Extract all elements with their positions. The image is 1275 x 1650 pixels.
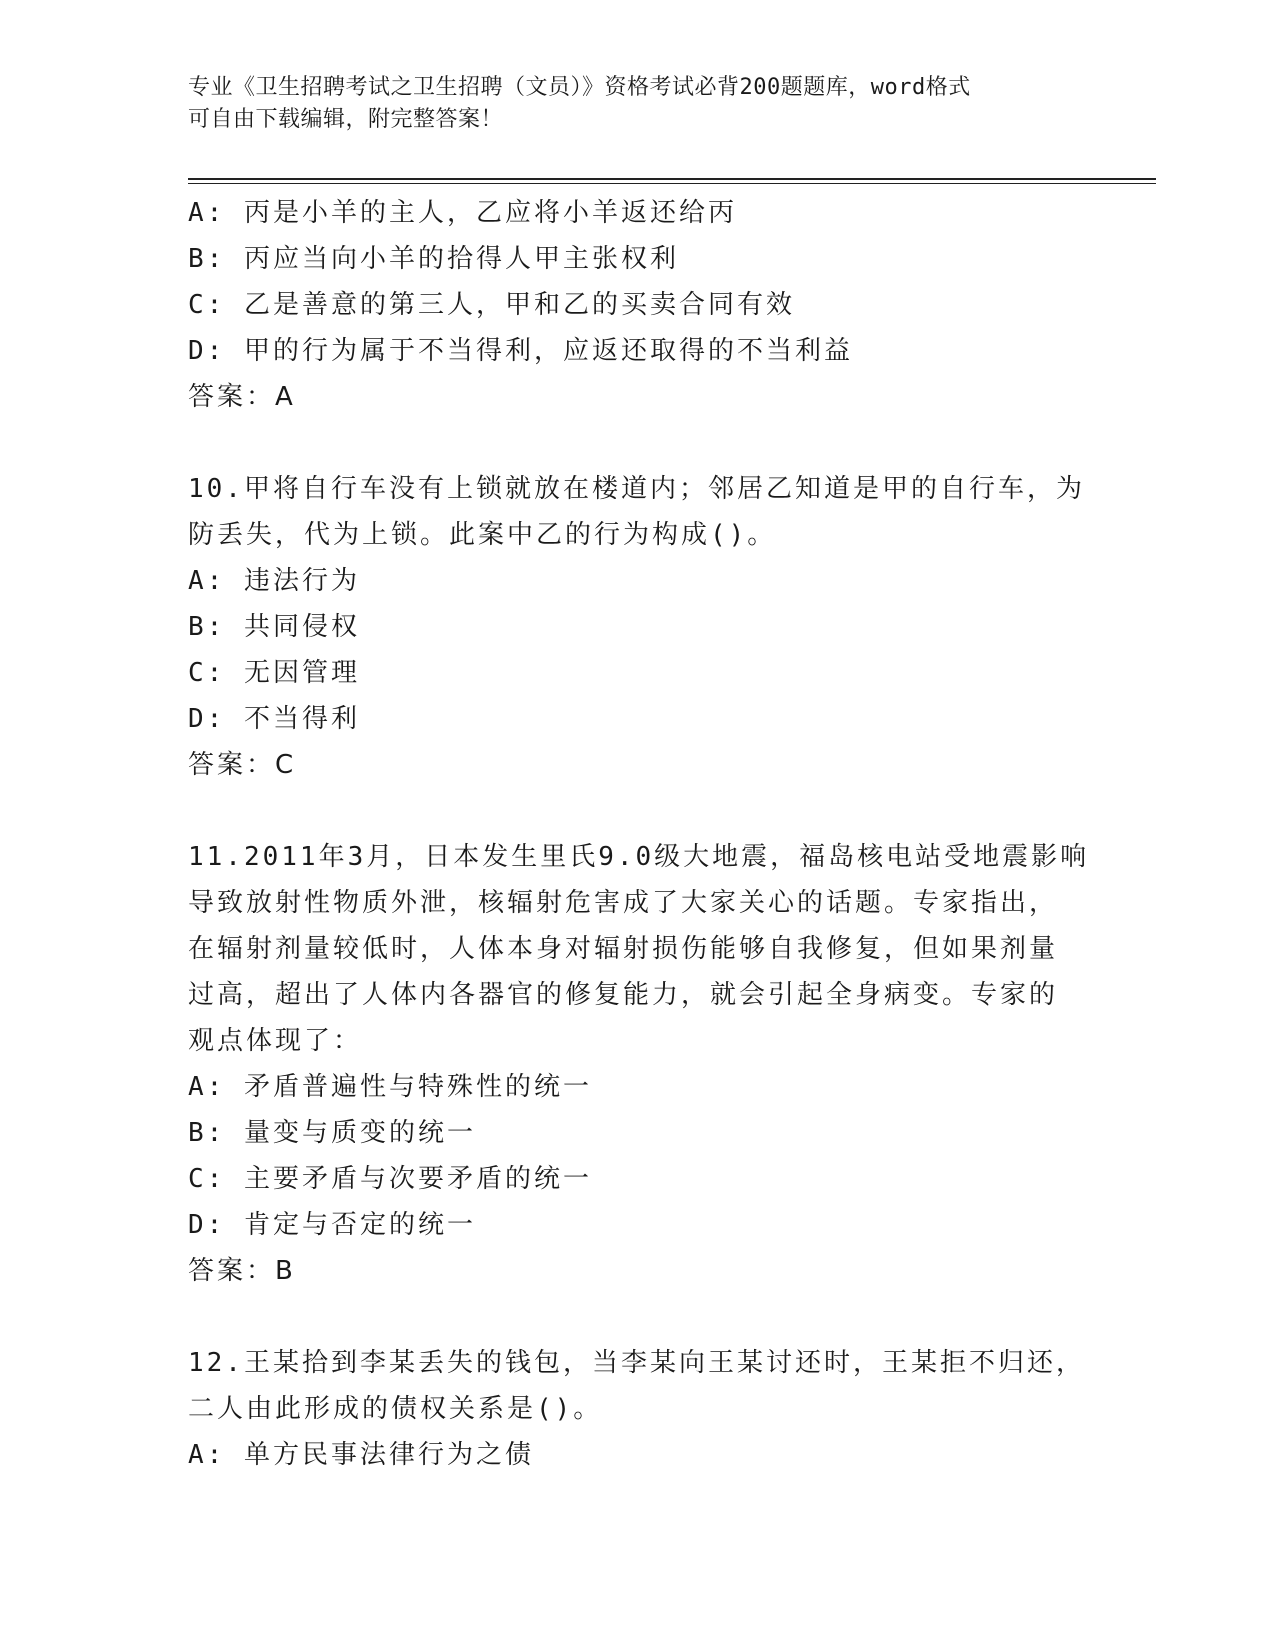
document-header	[188, 72, 1088, 136]
header-divider	[188, 178, 1156, 184]
option-a: A: 丙是小羊的主人，乙应将小羊返还给丙	[188, 198, 737, 228]
question-12	[188, 1340, 1088, 1478]
question-list	[188, 190, 1088, 1478]
answer: 答案：B	[188, 1256, 296, 1286]
question-stem-line: 11.2011年3月，日本发生里氏9.0级大地震，福岛核电站受地震影响	[188, 842, 1090, 872]
answer: 答案：C	[188, 750, 297, 780]
question-10	[188, 466, 1088, 788]
option-b: B: 丙应当向小羊的拾得人甲主张权利	[188, 244, 679, 274]
answer: 答案：A	[188, 382, 296, 412]
header-title-line-2: 可自由下载编辑，附完整答案！	[188, 107, 504, 132]
option-c: C: 主要矛盾与次要矛盾的统一	[188, 1164, 592, 1194]
option-a: A: 违法行为	[188, 566, 360, 596]
question-stem-line: 观点体现了：	[188, 1026, 363, 1056]
question-stem-line: 过高，超出了人体内各器官的修复能力，就会引起全身病变。专家的	[188, 980, 1059, 1010]
question-stem-line: 12.王某拾到李某丢失的钱包，当李某向王某讨还时，王某拒不归还，	[188, 1348, 1085, 1378]
spacer	[188, 788, 1088, 834]
question-stem-line: 二人由此形成的债权关系是()。	[188, 1394, 603, 1424]
option-a: A: 单方民事法律行为之债	[188, 1440, 534, 1470]
question-stem-line: 导致放射性物质外泄，核辐射危害成了大家关心的话题。专家指出，	[188, 888, 1059, 918]
option-c: C: 无因管理	[188, 658, 360, 688]
option-b: B: 共同侵权	[188, 612, 360, 642]
question-11	[188, 834, 1088, 1294]
header-title-line-1: 专业《卫生招聘考试之卫生招聘（文员）》资格考试必背200题题库，word格式	[188, 75, 971, 100]
spacer	[188, 420, 1088, 466]
option-d: D: 不当得利	[188, 704, 360, 734]
option-d: D: 甲的行为属于不当得利，应返还取得的不当利益	[188, 336, 853, 366]
option-b: B: 量变与质变的统一	[188, 1118, 476, 1148]
question-stem-line: 防丢失，代为上锁。此案中乙的行为构成()。	[188, 520, 777, 550]
question-stem-line: 在辐射剂量较低时，人体本身对辐射损伤能够自我修复，但如果剂量	[188, 934, 1059, 964]
option-d: D: 肯定与否定的统一	[188, 1210, 476, 1240]
question-stem-line: 10.甲将自行车没有上锁就放在楼道内；邻居乙知道是甲的自行车，为	[188, 474, 1085, 504]
option-c: C: 乙是善意的第三人，甲和乙的买卖合同有效	[188, 290, 795, 320]
question-9	[188, 190, 1088, 420]
spacer	[188, 1294, 1088, 1340]
option-a: A: 矛盾普遍性与特殊性的统一	[188, 1072, 592, 1102]
